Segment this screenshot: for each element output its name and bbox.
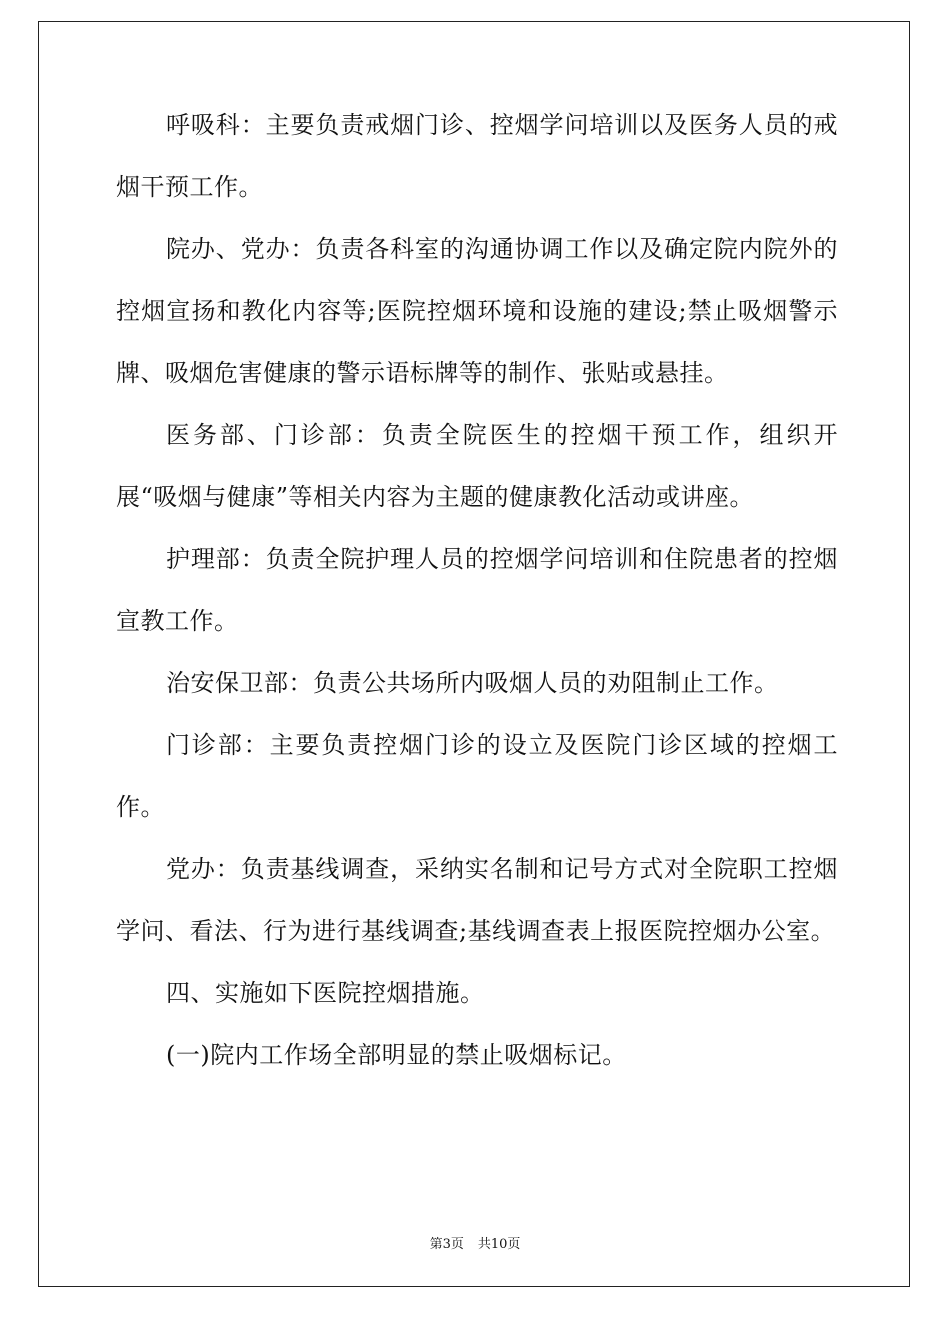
paragraph-party-office: 党办：负责基线调查，采纳实名制和记号方式对全院职工控烟学问、看法、行为进行基线调查;基线调查表上报医院控烟办公室。 [116, 855, 838, 945]
paragraph-security: 治安保卫部：负责公共场所内吸烟人员的劝阻制止工作。 [166, 669, 779, 697]
section-heading-measures: 四、实施如下医院控烟措施。 [166, 979, 485, 1007]
paragraph-respiratory: 呼吸科：主要负责戒烟门诊、控烟学问培训以及医务人员的戒烟干预工作。 [116, 111, 838, 201]
page-footer [0, 1233, 950, 1252]
paragraph-outpatient: 门诊部：主要负责控烟门诊的设立及医院门诊区域的控烟工作。 [116, 731, 838, 821]
list-item-1: (一)院内工作场全部明显的禁止吸烟标记。 [166, 1041, 627, 1069]
document-body [116, 94, 838, 1086]
paragraph-hospital-office: 院办、党办：负责各科室的沟通协调工作以及确定院内院外的控烟宣扬和教化内容等;医院控烟环境和设施的建设;禁止吸烟警示牌、吸烟危害健康的警示语标牌等的制作、张贴或悬挂。 [116, 235, 838, 387]
paragraph-nursing: 护理部：负责全院护理人员的控烟学问培训和住院患者的控烟宣教工作。 [116, 545, 838, 635]
paragraph-medical-affairs: 医务部、门诊部：负责全院医生的控烟干预工作，组织开展“吸烟与健康”等相关内容为主题的健康教化活动或讲座。 [116, 421, 838, 511]
page-total: 共10页 [477, 1237, 521, 1252]
page-number: 第3页 [429, 1237, 464, 1252]
